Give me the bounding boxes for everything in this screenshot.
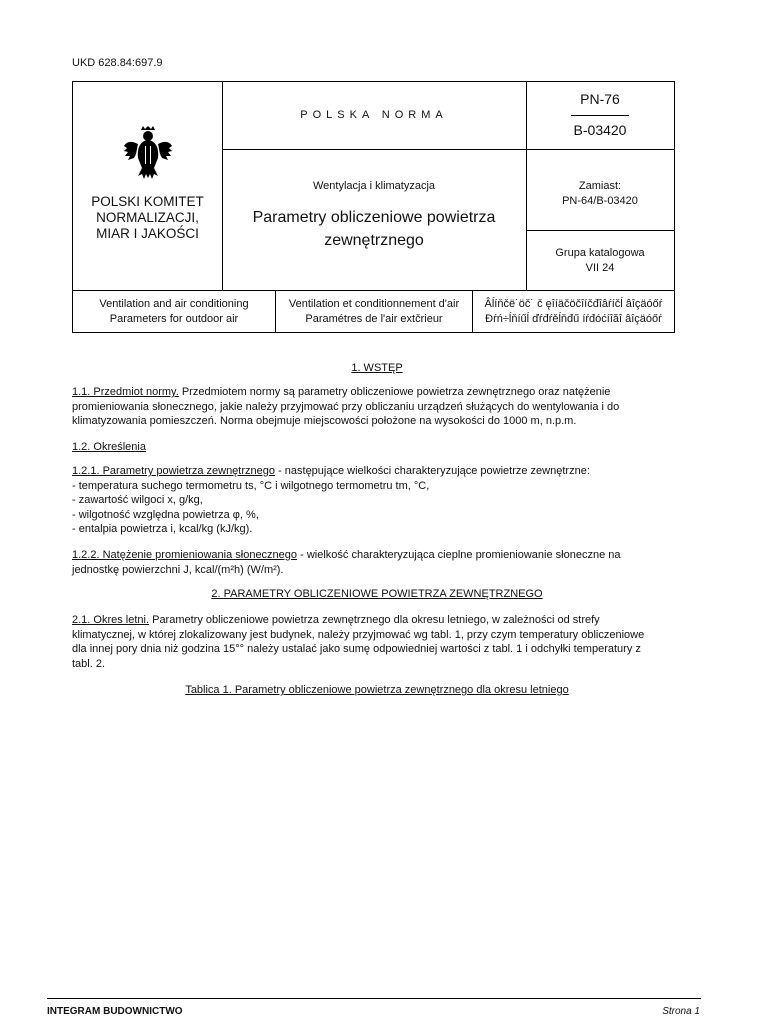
table-1-caption-text: Tablica 1. Parametry obliczeniowe powietrza zewnętrznego dla okresu letniego xyxy=(185,684,569,696)
org-line-3: MIAR I JAKOŚCI xyxy=(96,226,199,241)
p11-text-2: promieniowania słonecznego, jakie należy przyjmować przy obliczaniu urządzeń służących do wentylowania i do xyxy=(72,400,620,413)
p121-text: - następujące wielkości charakteryzujące powietrze zewnętrzne: xyxy=(275,465,590,477)
org-cell xyxy=(73,82,223,290)
title-line-2: zewnętrznego xyxy=(324,232,424,249)
section-1-2-heading xyxy=(72,440,682,455)
org-line-1: POLSKI KOMITET xyxy=(91,194,204,209)
section-1-heading-text: 1. WSTĘP xyxy=(351,362,403,374)
title-line-1: Parametry obliczeniowe powietrza xyxy=(252,209,496,226)
grupa-value: VII 24 xyxy=(585,262,615,274)
number-cell xyxy=(526,82,674,290)
title-cell xyxy=(222,82,527,290)
translation-en xyxy=(73,291,276,332)
translation-ru xyxy=(473,291,674,332)
ukd-code: UKD 628.84:697.9 xyxy=(72,57,163,69)
section-2-heading xyxy=(72,587,682,602)
section-2-heading-text: 2. PARAMETRY OBLICZENIOWE POWIETRZA ZEWNĘTRZNEGO xyxy=(211,588,543,600)
zamiast-label: Zamiast: xyxy=(578,180,622,192)
paragraph-1-2-1 xyxy=(72,464,682,537)
footer-publisher: INTEGRAM BUDOWNICTWO xyxy=(47,1006,183,1017)
fr-line-2: Paramétres de l'air extčrieur xyxy=(305,313,443,325)
translations-row xyxy=(72,291,675,333)
p21-text-1: Parametry obliczeniowe powietrza zewnętrznego dla okresu letniego, w zależności od strefy xyxy=(149,614,600,626)
ru-line-2: Đŕń÷ĺňíűĺ ďŕđŕěĺňđű íŕđóćíîăî âîçäóőŕ xyxy=(485,313,662,325)
table-1-caption xyxy=(72,683,682,698)
pn-divider xyxy=(571,115,629,116)
p21-text-2: klimatycznej, w której zlokalizowany jest budynek, należy przyjmować wg tabl. 1, przy czym temperatury obliczeniowe xyxy=(72,628,645,641)
p122-text-2: jednostkę powierzchni J, kcal/(m²h) (W/m²). xyxy=(72,563,284,576)
standard-title xyxy=(222,206,526,252)
paragraph-1-2-2 xyxy=(72,548,682,577)
paragraph-2-1 xyxy=(72,613,682,671)
p21-label: 2.1. Okres letni. xyxy=(72,614,150,626)
footer-divider xyxy=(47,998,701,999)
org-line-2: NORMALIZACJI, xyxy=(96,210,199,225)
list-item: - zawartość wilgoci x, g/kg, xyxy=(72,494,203,506)
paragraph-1-1 xyxy=(72,385,682,429)
p21-text-3: dla innej pory dnia niż godzina 15°° należy ustalać jako sumę odpowiedniej wartości z tabl. 1 i odchyłki temperatury z xyxy=(72,643,641,655)
list-item: - entalpia powietrza i, kcal/kg (kJ/kg). xyxy=(72,523,253,535)
header-table xyxy=(72,81,675,291)
eagle-emblem-icon xyxy=(123,126,173,180)
fr-line-1: Ventilation et conditionnement d'air xyxy=(288,298,460,310)
en-line-2: Parameters for outdoor air xyxy=(109,313,239,325)
subtitle: Wentylacja i klimatyzacja xyxy=(312,180,436,192)
zamiast-value: PN-64/B-03420 xyxy=(562,195,638,207)
translation-fr xyxy=(276,291,473,332)
grupa-label: Grupa katalogowa xyxy=(555,247,645,259)
standard-number: B-03420 xyxy=(573,122,627,138)
ru-line-1: Âĺíňčë˙öč˙ č ęîíäčöčîíčđîâŕíčĺ âîçäóőŕ xyxy=(484,298,663,310)
footer-page-number: Strona 1 xyxy=(662,1006,700,1017)
p122-label: 1.2.2. Natężenie promieniowania słonecznego xyxy=(72,549,298,561)
list-item: - wilgotność względna powietrza φ, %, xyxy=(72,508,259,521)
p21-text-4: tabl. 2. xyxy=(72,657,106,670)
p11-label: 1.1. Przedmiot normy. xyxy=(72,386,179,398)
p11-text-1: Przedmiotem normy są parametry obliczeniowe powietrza zewnętrznego oraz natężenie xyxy=(178,386,611,398)
p11-text-3: klimatyzowania pomieszczeń. Norma obejmuje miejscowości położone na wysokości do 1000 m, n.p.m. xyxy=(72,415,577,427)
p121-label: 1.2.1. Parametry powietrza zewnętrznego xyxy=(72,465,275,477)
polska-norma-label: POLSKA NORMA xyxy=(222,82,526,150)
en-line-1: Ventilation and air conditioning xyxy=(99,298,249,310)
p122-text-1: - wielkość charakteryzująca cieplne promieniowanie słoneczne na xyxy=(297,549,621,561)
s12-heading-text: 1.2. Określenia xyxy=(72,441,146,453)
pn-label: PN-76 xyxy=(580,91,620,107)
list-item: - temperatura suchego termometru ts, °C i wilgotnego termometru tm, °C, xyxy=(72,479,430,492)
section-1-heading xyxy=(72,361,682,376)
